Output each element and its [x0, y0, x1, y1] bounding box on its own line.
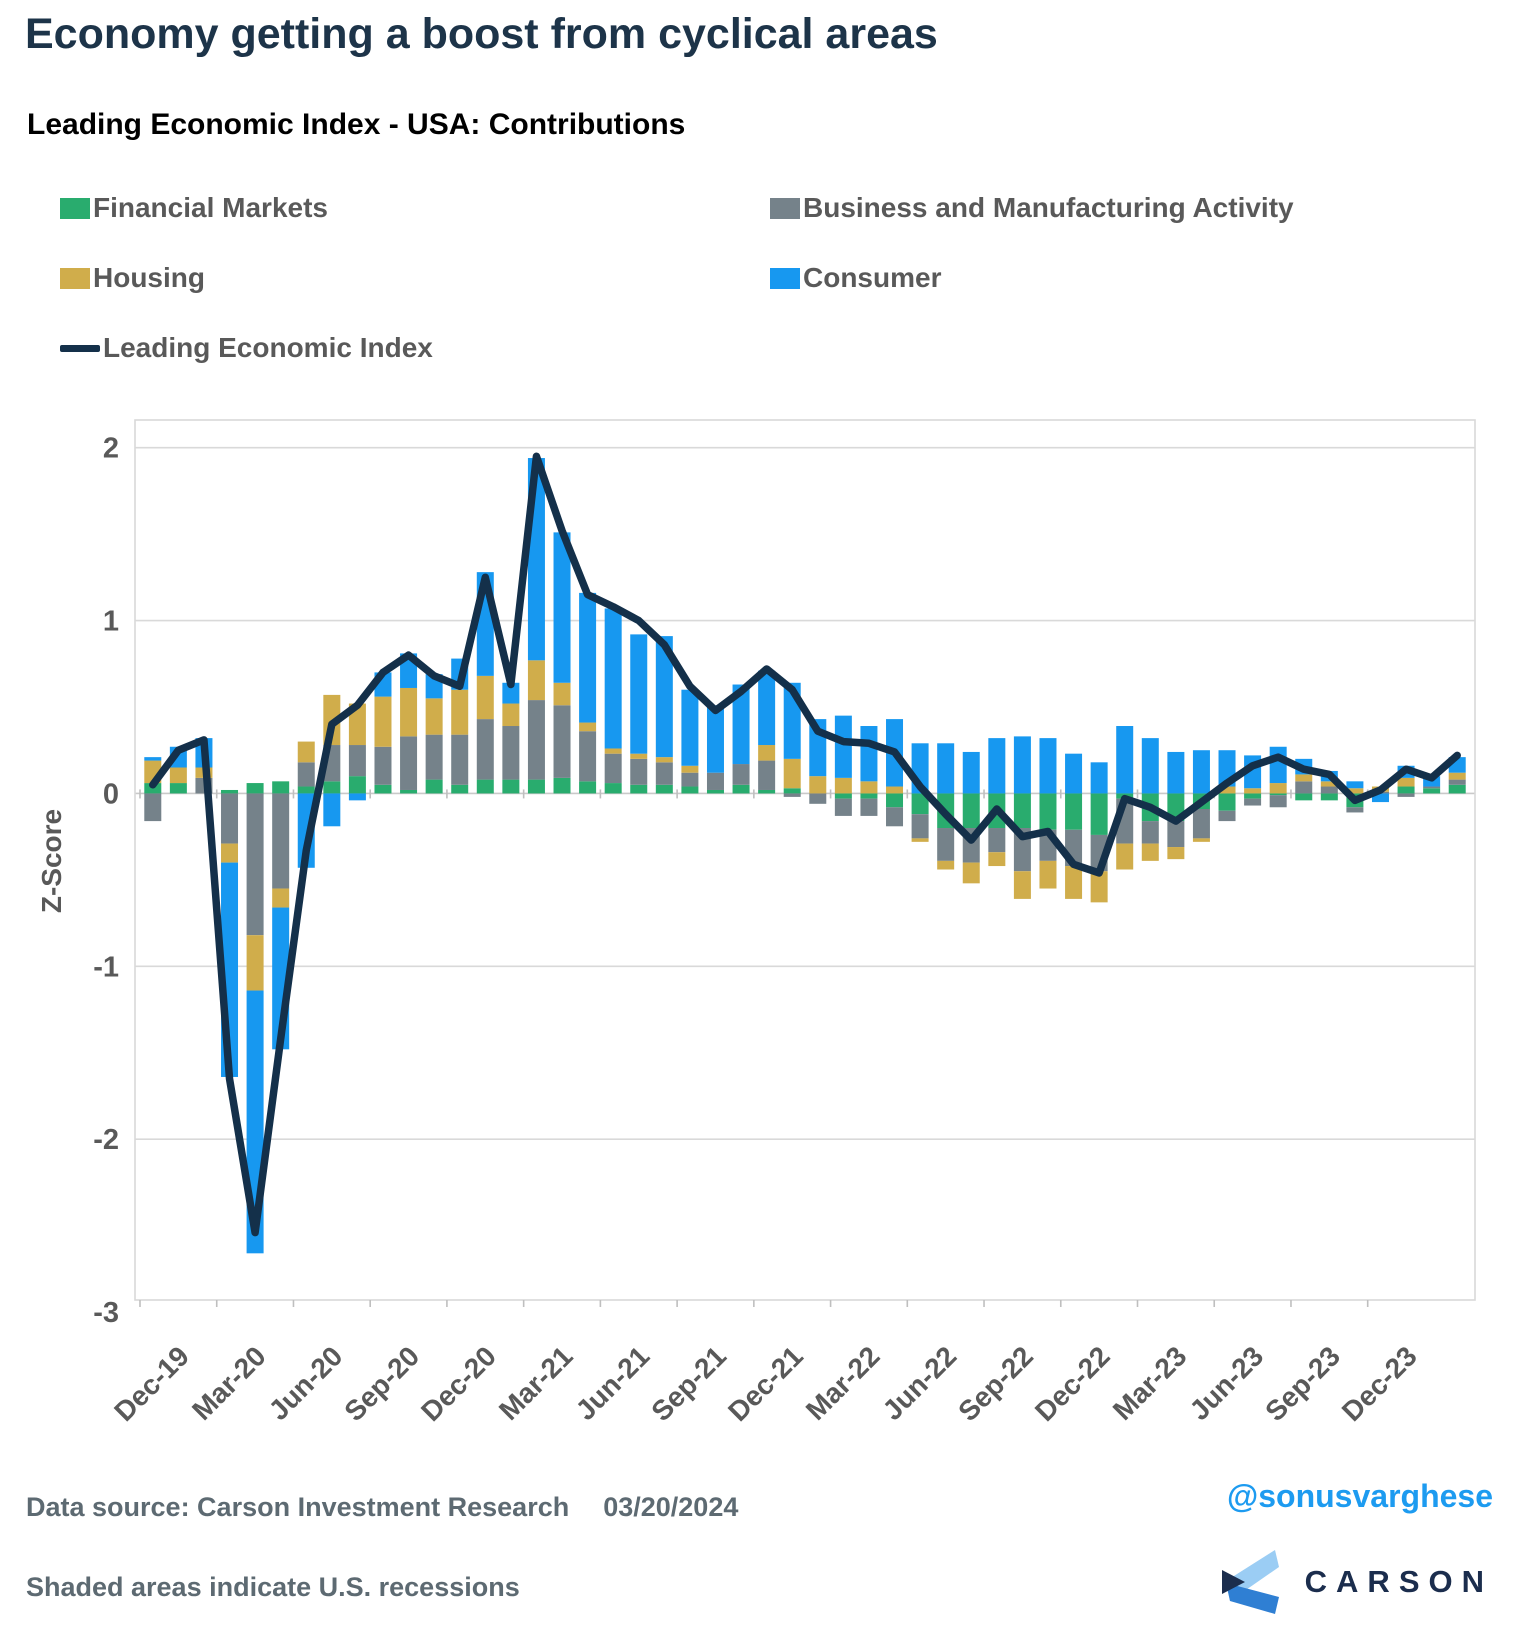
svg-text:Mar-22: Mar-22 [799, 1340, 886, 1427]
chart-subtitle: Leading Economic Index - USA: Contributions [27, 108, 686, 141]
svg-text:Jun-23: Jun-23 [1183, 1340, 1270, 1427]
page-title: Economy getting a boost from cyclical areas [25, 10, 938, 58]
svg-text:Dec-23: Dec-23 [1335, 1340, 1423, 1428]
svg-text:Mar-23: Mar-23 [1106, 1340, 1193, 1427]
svg-text:-3: -3 [93, 1297, 119, 1330]
svg-text:1: 1 [102, 605, 119, 638]
svg-text:Dec-22: Dec-22 [1028, 1340, 1116, 1428]
svg-text:Dec-21: Dec-21 [722, 1340, 809, 1428]
recession-note: Shaded areas indicate U.S. recessions [26, 1572, 520, 1602]
data-source-date: 03/20/2024 [603, 1492, 739, 1522]
data-source-label: Data source: Carson Investment Research [26, 1492, 570, 1522]
svg-text:Jun-22: Jun-22 [876, 1340, 963, 1427]
svg-text:Sep-23: Sep-23 [1259, 1340, 1346, 1428]
svg-text:Sep-21: Sep-21 [645, 1340, 733, 1428]
svg-text:Dec-20: Dec-20 [415, 1340, 502, 1428]
legend-label: Housing [93, 262, 205, 293]
svg-text:-1: -1 [93, 951, 119, 984]
legend-label: Financial Markets [93, 192, 328, 223]
carson-logo [1217, 1550, 1493, 1614]
legend-label: Business and Manufacturing Activity [803, 192, 1294, 223]
legend-label: Consumer [803, 262, 942, 293]
y-axis-title: Z-Score [36, 808, 67, 914]
svg-text:Sep-20: Sep-20 [338, 1340, 426, 1428]
carson-chevron-icon [1217, 1550, 1279, 1614]
svg-text:Mar-20: Mar-20 [186, 1340, 272, 1427]
svg-text:2: 2 [102, 432, 119, 465]
svg-text:Sep-22: Sep-22 [952, 1340, 1040, 1428]
svg-text:Mar-21: Mar-21 [492, 1340, 579, 1427]
legend-label: Leading Economic Index [103, 332, 433, 363]
svg-text:Jun-21: Jun-21 [569, 1340, 656, 1427]
svg-text:-2: -2 [93, 1124, 119, 1157]
svg-text:Jun-20: Jun-20 [262, 1340, 349, 1427]
data-source-line [26, 1492, 738, 1523]
svg-text:Dec-19: Dec-19 [108, 1340, 196, 1428]
author-handle: @sonusvarghese [1227, 1478, 1493, 1514]
svg-text:0: 0 [102, 778, 119, 811]
brand-name: CARSON [1304, 1564, 1493, 1599]
